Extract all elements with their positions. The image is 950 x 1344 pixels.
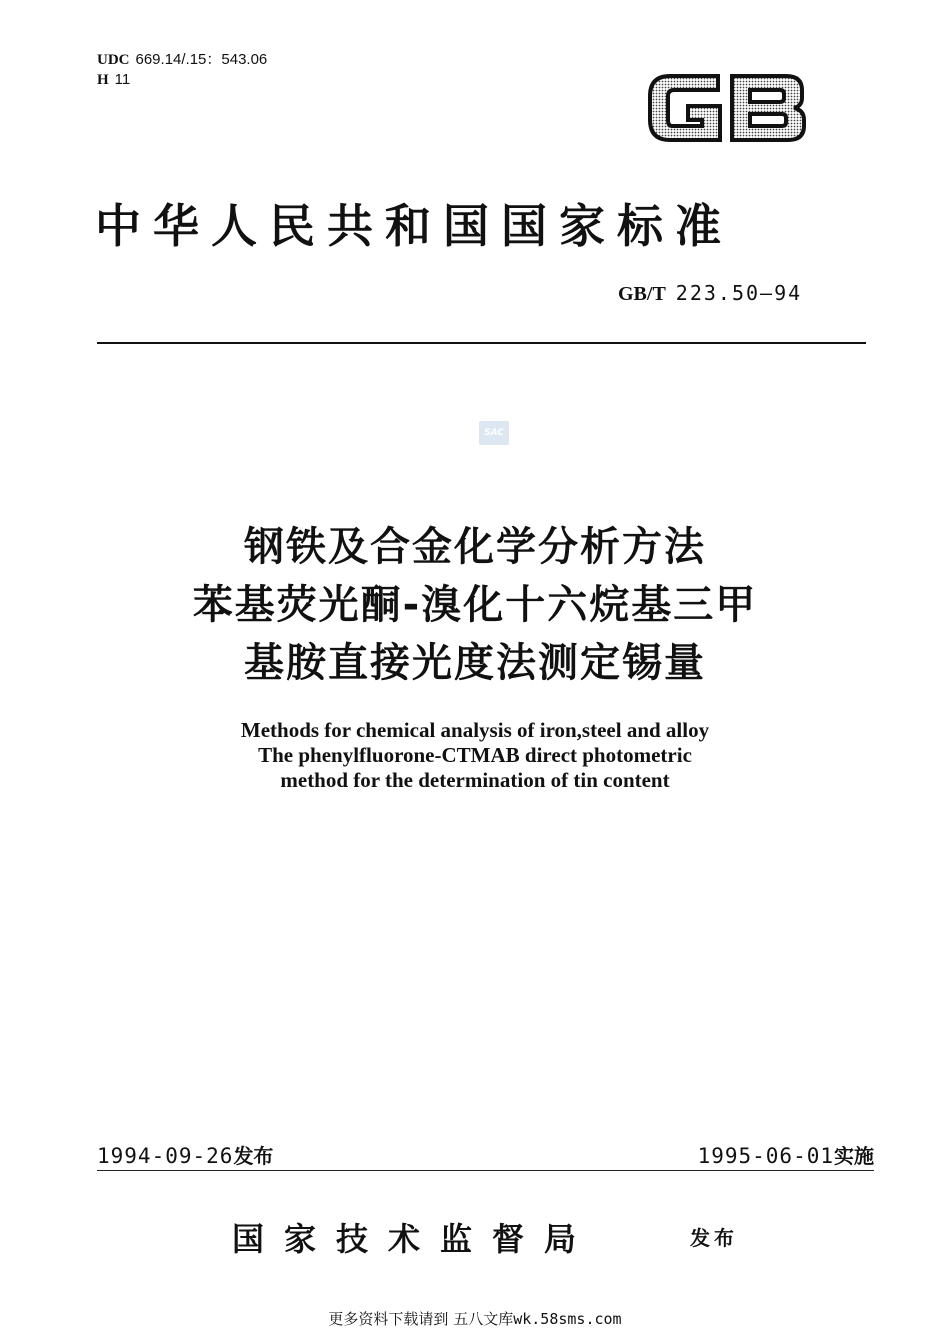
- h-label: H: [97, 72, 109, 88]
- effective-date: 1995-06-01: [697, 1144, 834, 1168]
- english-title: [0, 718, 950, 793]
- chinese-title-line-3: 基胺直接光度法测定锡量: [244, 640, 706, 686]
- footer-watermark: [0, 1308, 950, 1329]
- english-title-line-1: Methods for chemical analysis of iron,steel and alloy: [240, 718, 710, 742]
- national-standard-title: 中华人民共和国国家标准: [95, 199, 733, 253]
- issue-label: 发布: [233, 1144, 274, 1168]
- standard-code-prefix: GB/T: [618, 283, 666, 305]
- issue-date-block: [97, 1140, 273, 1169]
- standard-code: [618, 281, 802, 306]
- h-value: 11: [114, 71, 131, 88]
- footer-url[interactable]: wk.58sms.com: [513, 1310, 622, 1328]
- english-title-line-3: method for the determination of tin content: [280, 768, 670, 792]
- udc-value: 669.14/.15：543.06: [135, 51, 268, 68]
- english-title-line-2: The phenylfluorone-CTMAB direct photometric: [258, 743, 692, 767]
- publisher-action: 发布: [690, 1226, 738, 1250]
- chinese-title: [0, 518, 950, 692]
- sac-stamp: SAC: [479, 421, 509, 445]
- gb-logo: [640, 62, 810, 152]
- chinese-title-line-2: 苯基荧光酮-溴化十六烷基三甲: [192, 582, 758, 628]
- standard-code-number: 223.50—94: [675, 281, 803, 305]
- date-divider: [97, 1170, 874, 1171]
- udc-label: UDC: [97, 52, 130, 68]
- header-divider: [97, 342, 866, 344]
- udc-classification: [97, 50, 267, 90]
- effective-date-block: [698, 1140, 874, 1169]
- footer-text: 更多资料下载请到 五八文库: [328, 1310, 514, 1328]
- issue-date: 1994-09-26: [97, 1144, 234, 1168]
- effective-label: 实施: [834, 1144, 874, 1168]
- chinese-title-line-1: 钢铁及合金化学分析方法: [244, 524, 706, 570]
- publisher-name: 国家技术监督局: [232, 1220, 597, 1258]
